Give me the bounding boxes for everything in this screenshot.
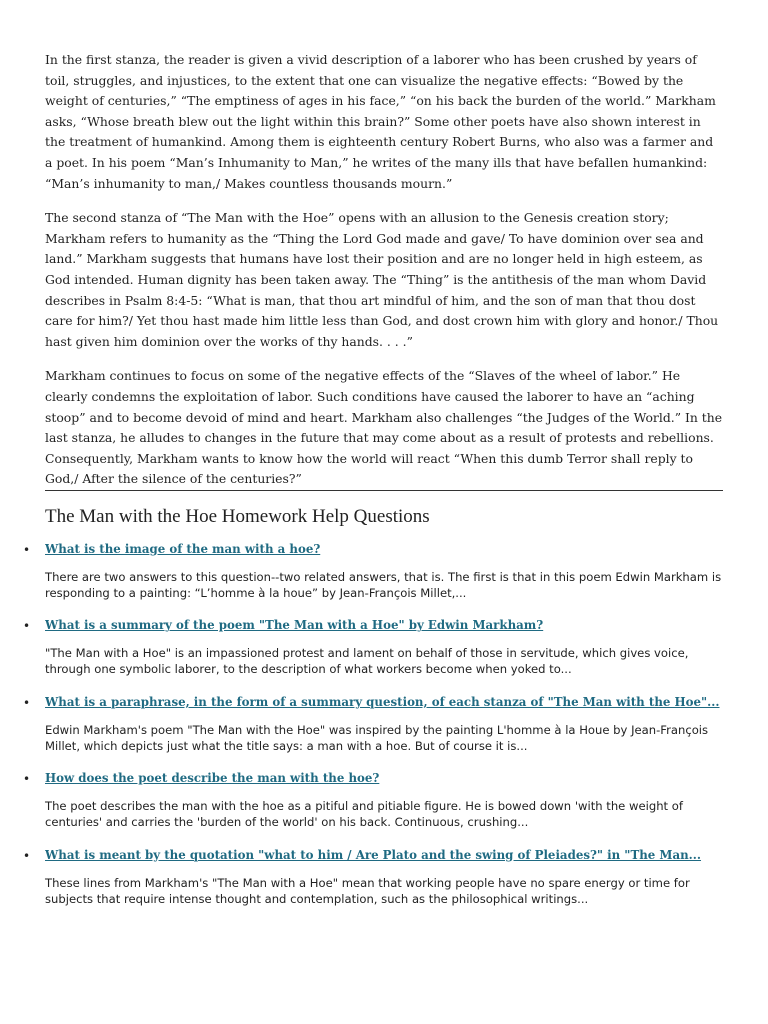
- question-excerpt: Edwin Markham's poem "The Man with the Hoe" was inspired by the painting L'homme à la Houe by Jean-François Millet, which depicts just what the title says: a man with a hoe. But of course it is...: [45, 722, 709, 753]
- bullet-icon: •: [23, 848, 31, 863]
- bullet-icon: •: [23, 772, 31, 787]
- homework-question-list: [23, 541, 723, 907]
- question-excerpt: "The Man with a Hoe" is an impassioned protest and lament on behalf of those in servitude, which gives voice, through one symbolic laborer, to the description of what workers become when yoked to...: [45, 646, 689, 677]
- article-paragraph-2: The second stanza of “The Man with the Hoe” opens with an allusion to the Genesis creation story; Markham refers to humanity as the “Thing the Lord God made and gave/ To have dominion over sea and land.” Markham suggests that humans have lost their position and are no longer held in high esteem, as God intended. Human dignity has been taken away. The “Thing” is the antithesis of the man whom David describes in Psalm 8:4-5: “What is man, that thou art mindful of him, and the son of man that thou dost care for him?/ Yet thou hast made him little less than God, and dost crown him with glory and honor./ Thou hast given him dominion over the works of thy hands. . . .”: [45, 210, 719, 349]
- article-paragraph-3: Markham continues to focus on some of the negative effects of the “Slaves of the wheel of labor.” He clearly condemns the exploitation of labor. Such conditions have caused the laborer to have an “aching stoop” and to become devoid of mind and heart. Markham also challenges “the Judges of the World.” In the last stanza, he alludes to changes in the future that may come about as a result of protests and rebellions. Consequently, Markham wants to know how the world will react “When this dumb Terror shall reply to God,/ After the silence of the centuries?”: [45, 368, 723, 487]
- question-item: [23, 770, 723, 830]
- bullet-icon: •: [23, 619, 31, 634]
- bullet-icon: •: [23, 542, 31, 557]
- question-excerpt: The poet describes the man with the hoe as a pitiful and pitiable figure. He is bowed down 'with the weight of centuries' and carries the 'burden of the world' on his back. Continuous, crushing...: [45, 799, 683, 830]
- question-excerpt: These lines from Markham's "The Man with a Hoe" mean that working people have no spare energy or time for subjects that require intense thought and contemplation, such as the philosophical writings...: [45, 875, 690, 906]
- question-link[interactable]: What is a paraphrase, in the form of a summary question, of each stanza of "The Man with the Hoe"...: [45, 694, 720, 709]
- bullet-icon: •: [23, 695, 31, 710]
- article-paragraph-1: In the first stanza, the reader is given a vivid description of a laborer who has been crushed by years of toil, struggles, and injustices, to the extent that one can visualize the negative effects: “Bowed by the weight of centuries,” “The emptiness of ages in his face,” “on his back the burden of the world.” Markham asks, “Whose breath blew out the light within this brain?” Some other poets have also shown interest in the treatment of humankind. Among them is eighteenth century Robert Burns, who also was a farmer and a poet. In his poem “Man’s Inhumanity to Man,” he writes of the many ills that have befallen humankind: “Man’s inhumanity to man,/ Makes countless thousands mourn.”: [45, 52, 716, 191]
- document-page: [23, 50, 723, 923]
- homework-section-title: The Man with the Hoe Homework Help Questions: [45, 505, 430, 527]
- question-link[interactable]: What is the image of the man with a hoe?: [45, 541, 321, 556]
- question-item: [23, 541, 723, 601]
- section-divider: [45, 490, 723, 491]
- question-item: [23, 847, 723, 907]
- question-link[interactable]: What is meant by the quotation "what to him / Are Plato and the swing of Pleiades?" in "The Man...: [45, 847, 702, 862]
- question-item: [23, 694, 723, 754]
- question-excerpt: There are two answers to this question--two related answers, that is. The first is that in this poem Edwin Markham is responding to a painting: “L’homme à la houe” by Jean-François Millet,...: [45, 569, 722, 601]
- question-link[interactable]: How does the poet describe the man with the hoe?: [45, 771, 380, 786]
- question-item: [23, 617, 723, 677]
- question-link[interactable]: What is a summary of the poem "The Man with a Hoe" by Edwin Markham?: [45, 618, 544, 633]
